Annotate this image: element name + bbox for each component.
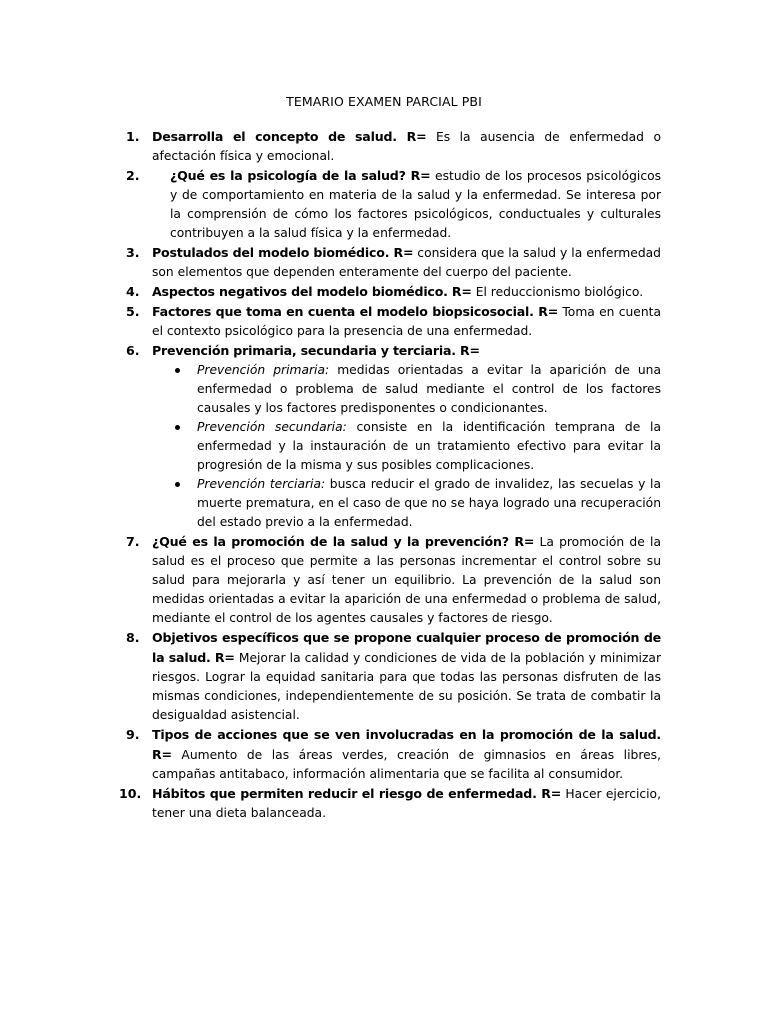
question-text: Factores que toma en cuenta el modelo biopsicosocial. R= (152, 304, 559, 319)
item-number: 4. (126, 284, 140, 299)
answer-text: La promoción de la salud es el proceso que permite a las personas incrementar el control sobre su salud para mejorarla y así tener un equilibrio. La prevención de la salud son medidas orientadas a evitar la aparición de una enfermedad o problema de salud, mediante el control de los agentes causales y factores de riesgo. (152, 535, 661, 625)
answer-text: Hacer ejercicio, tener una dieta balanceada. (152, 787, 661, 820)
question-text: Objetivos específicos que se propone cualquier proceso de promoción de la salud. R= (152, 630, 661, 665)
prevention-term: Prevención terciaria: (197, 477, 326, 491)
item-number: 9. (126, 727, 140, 742)
item-number: 2. (126, 168, 140, 183)
question-text: Aspectos negativos del modelo biomédico. R= (152, 284, 472, 299)
question-text: ¿Qué es la promoción de la salud y la prevención? R= (152, 534, 535, 549)
item-number: 1. (126, 129, 140, 144)
bullet-icon (175, 425, 180, 430)
document-title: TEMARIO EXAMEN PARCIAL PBI (286, 94, 482, 109)
answer-text: considera que la salud y la enfermedad son elementos que dependen enteramente del cuerpo del paciente. (152, 246, 661, 279)
list-item-4 (0, 282, 661, 302)
item-number: 6. (126, 343, 140, 358)
list-item-1 (0, 127, 661, 166)
prevention-text: medidas orientadas a evitar la aparición de una enfermedad o problema de salud mediante el control de los factores causales y los factores predisponentes o condicionantes. (197, 363, 661, 415)
item-number: 7. (126, 534, 140, 549)
answer-text: Es la ausencia de enfermedad o afectación física y emocional. (152, 130, 661, 163)
prevention-text: busca reducir el grado de invalidez, las secuelas y la muerte prematura, en el caso de que no se haya logrado una recuperación del estado previo a la enfermedad. (197, 477, 661, 529)
answer-text: Toma en cuenta el contexto psicológico para la presencia de una enfermedad. (152, 305, 661, 338)
item-number: 10. (119, 786, 142, 801)
answer-text: Mejorar la calidad y condiciones de vida de la población y minimizar riesgos. Lograr la equidad sanitaria para que todas las personas disfruten de las mismas condiciones, independientemente de su posición. Se trata de combatir la desigualdad asistencial. (152, 651, 662, 722)
question-text: ¿Qué es la psicología de la salud? R= (170, 168, 431, 183)
prevention-item-tertiary (0, 475, 661, 532)
list-item-2 (0, 166, 661, 243)
bullet-icon (175, 482, 180, 487)
list-item-7 (0, 532, 661, 628)
prevention-term: Prevención secundaria: (197, 420, 347, 434)
answer-text: El reduccionismo biológico. (471, 285, 644, 299)
question-text: Desarrolla el concepto de salud. R= (152, 129, 427, 144)
list-item-5 (0, 302, 661, 341)
prevention-item-primary (0, 361, 661, 418)
prevention-term: Prevención primaria: (197, 363, 330, 377)
prevention-text: consiste en la identificación temprana de la enfermedad y la instauración de un tratamiento efectivo para evitar la progresión de la misma y sus posibles complicaciones. (197, 420, 662, 472)
bullet-icon (175, 368, 180, 373)
question-text: Tipos de acciones que se ven involucradas en la promoción de la salud. R= (152, 727, 661, 762)
list-item-3 (0, 243, 661, 282)
item-number: 3. (126, 245, 140, 260)
answer-text: estudio de los procesos psicológicos y de comportamiento en materia de la salud y la enfermedad. Se interesa por la comprensión de cómo los factores psicológicos, conductuales y culturales contribuyen a la salud física y la enfermedad. (170, 169, 662, 240)
list-item-10 (0, 784, 661, 823)
answer-text: Aumento de las áreas verdes, creación de gimnasios en áreas libres, campañas antitabaco, información alimentaria que se facilita al consumidor. (152, 748, 661, 781)
item-number: 8. (126, 630, 140, 645)
list-item-8 (0, 628, 661, 725)
list-item-6 (0, 341, 661, 361)
question-text: Hábitos que permiten reducir el riesgo de enfermedad. R= (152, 786, 562, 801)
question-list (0, 127, 768, 823)
list-item-9 (0, 725, 661, 784)
question-text: Postulados del modelo biomédico. R= (152, 245, 414, 260)
item-number: 5. (126, 304, 140, 319)
prevention-item-secondary (0, 418, 661, 475)
question-text: Prevención primaria, secundaria y terciaria. R= (152, 343, 480, 358)
